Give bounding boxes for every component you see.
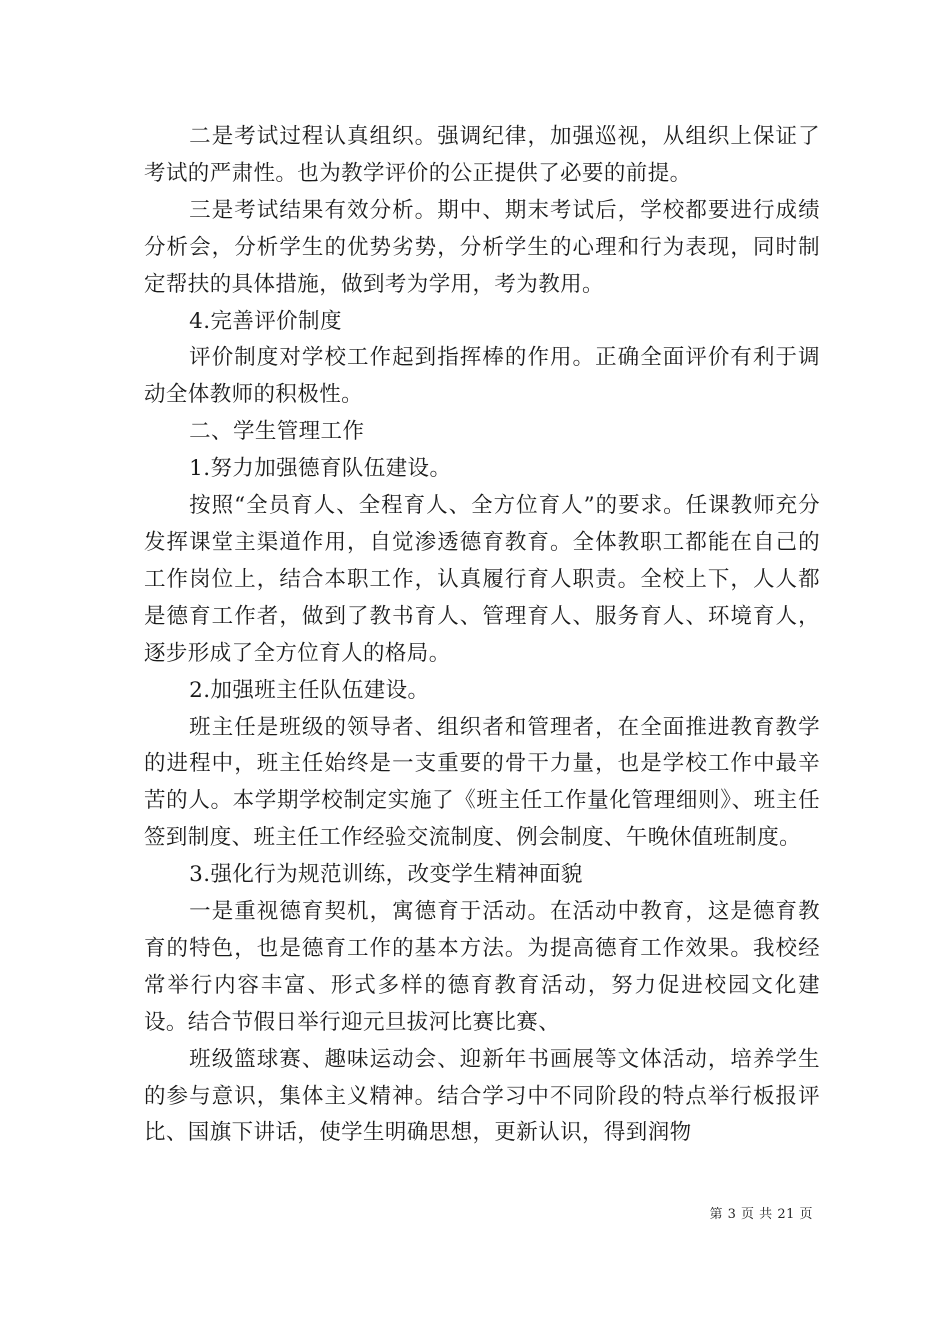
- paragraph-exam-process: 二是考试过程认真组织。强调纪律，加强巡视，从组织上保证了考试的严肃性。也为教学评价的公正提供了必要的前提。: [144, 124, 820, 186]
- paragraph-sports-activities: 班级篮球赛、趣味运动会、迎新年书画展等文体活动，培养学生的参与意识，集体主义精神。结合学习中不同阶段的特点举行板报评比、国旗下讲话，使学生明确思想，更新认识，得到润物: [144, 1046, 820, 1146]
- section-heading-behavior: 3.强化行为规范训练，改变学生精神面貌: [189, 862, 583, 888]
- paragraph-moral-team: 按照“全员育人、全程育人、全方位育人”的要求。任课教师充分发挥课堂主渠道作用，自觉渗透德育教育。全体教职工都能在自己的工作岗位上，结合本职工作，认真履行育人职责。全校上下，人人都是德育工作者，做到了教书育人、管理育人、服务育人、环境育人，逐步形成了全方位育人的格局。: [144, 493, 820, 666]
- section-heading-student-management: 二、学生管理工作: [189, 419, 365, 445]
- page-body: [144, 119, 820, 1152]
- paragraph-exam-results: 三是考试结果有效分析。期中、期末考试后，学校都要进行成绩分析会，分析学生的优势劣势，分析学生的心理和行为表现，同时制定帮扶的具体措施，做到考为学用，考为教用。: [144, 197, 820, 297]
- page-number: 第 3 页 共 21 页: [709, 1207, 813, 1222]
- section-heading-moral-team: 1.努力加强德育队伍建设。: [189, 456, 452, 482]
- paragraph-class-teacher: 班主任是班级的领导者、组织者和管理者，在全面推进教育教学的进程中，班主任始终是一支重要的骨干力量，也是学校工作中最辛苦的人。本学期学校制定实施了《班主任工作量化管理细则》、班主任签到制度、班主任工作经验交流制度、例会制度、午晚休值班制度。: [144, 714, 820, 851]
- section-heading-evaluation: 4.完善评价制度: [189, 308, 342, 334]
- paragraph-evaluation: 评价制度对学校工作起到指挥棒的作用。正确全面评价有利于调动全体教师的积极性。: [144, 345, 820, 408]
- paragraph-moral-activities: 一是重视德育契机，寓德育于活动。在活动中教育，这是德育教育的特色，也是德育工作的基本方法。为提高德育工作效果。我校经常举行内容丰富、形式多样的德育教育活动，努力促进校园文化建设。结合节假日举行迎元旦拔河比赛比赛、: [144, 899, 820, 1035]
- section-heading-class-teacher: 2.加强班主任队伍建设。: [189, 677, 430, 703]
